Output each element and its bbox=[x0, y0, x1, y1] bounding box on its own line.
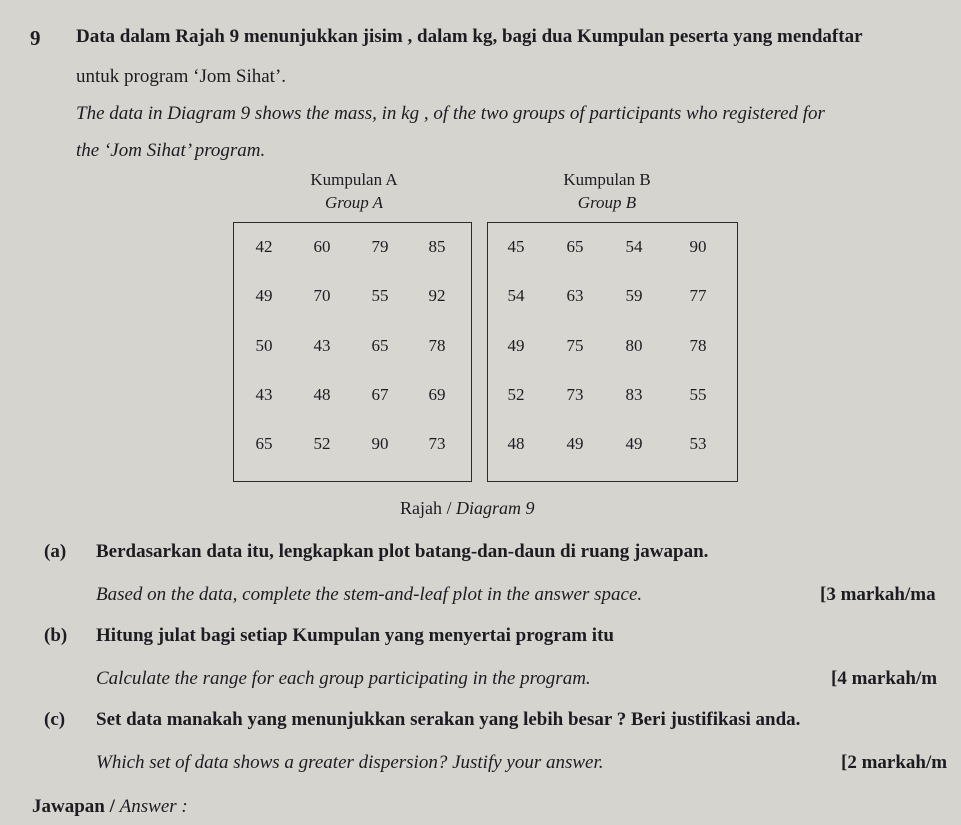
part-a-malay: Berdasarkan data itu, lengkapkan plot batang-dan-daun di ruang jawapan. bbox=[96, 541, 709, 562]
intro-malay-line-1: Data dalam Rajah 9 menunjukkan jisim , dalam kg, bagi dua Kumpulan peserta yang mendaftar bbox=[76, 26, 863, 47]
group-b-title: Kumpulan B bbox=[563, 170, 651, 189]
group-b-value: 54 bbox=[625, 237, 643, 256]
part-a-english: Based on the data, complete the stem-and-leaf plot in the answer space. bbox=[96, 584, 643, 605]
answer-label bbox=[32, 796, 188, 818]
group-b-value: 55 bbox=[689, 385, 707, 404]
group-b-value: 75 bbox=[566, 336, 584, 355]
group-a-subtitle: Group A bbox=[324, 193, 384, 212]
group-a-title: Kumpulan A bbox=[310, 170, 398, 189]
intro-english-line-1: The data in Diagram 9 shows the mass, in kg , of the two groups of participants who registered for bbox=[76, 103, 825, 124]
group-b-value: 49 bbox=[507, 336, 525, 355]
group-a-value: 85 bbox=[428, 237, 446, 256]
group-b-value: 53 bbox=[689, 434, 707, 453]
part-c-english: Which set of data shows a greater dispersion? Justify your answer. bbox=[96, 752, 604, 773]
part-a-label: (a) bbox=[44, 541, 67, 562]
diagram-caption bbox=[400, 498, 535, 519]
group-a-value: 90 bbox=[371, 434, 389, 453]
group-b-value: 54 bbox=[507, 286, 525, 305]
group-a-value: 78 bbox=[428, 336, 446, 355]
part-b-marks: [4 markah/m bbox=[831, 668, 938, 689]
group-a-value: 50 bbox=[255, 336, 273, 355]
group-a-value: 70 bbox=[313, 286, 331, 305]
group-a-value: 42 bbox=[255, 237, 273, 256]
group-b-value: 80 bbox=[625, 336, 643, 355]
group-b-value: 77 bbox=[689, 286, 707, 305]
question-number: 9 bbox=[30, 26, 41, 50]
group-a-value: 43 bbox=[255, 385, 273, 404]
group-a-value: 79 bbox=[371, 237, 389, 256]
group-b-value: 78 bbox=[689, 336, 707, 355]
group-a-value: 49 bbox=[255, 286, 273, 305]
group-a-value: 65 bbox=[255, 434, 273, 453]
answer-malay: Jawapan / bbox=[32, 796, 115, 817]
group-b-value: 48 bbox=[507, 434, 525, 453]
group-a-value: 52 bbox=[313, 434, 331, 453]
group-a-value: 48 bbox=[313, 385, 331, 404]
group-a-value: 60 bbox=[313, 237, 331, 256]
group-b-value: 59 bbox=[625, 286, 643, 305]
part-c-marks: [2 markah/m bbox=[841, 752, 948, 773]
part-b-label: (b) bbox=[44, 625, 68, 646]
group-b-subtitle: Group B bbox=[577, 193, 637, 212]
intro-malay-line-2: untuk program ‘Jom Sihat’. bbox=[76, 66, 287, 87]
part-c-label: (c) bbox=[44, 709, 66, 730]
caption-english: Diagram 9 bbox=[456, 498, 535, 518]
part-c-malay: Set data manakah yang menunjukkan serakan yang lebih besar ? Beri justifikasi anda. bbox=[96, 709, 801, 730]
group-a-value: 92 bbox=[428, 286, 446, 305]
group-a-data-table bbox=[233, 222, 472, 482]
group-a-value: 69 bbox=[428, 385, 446, 404]
part-b-english: Calculate the range for each group participating in the program. bbox=[96, 668, 591, 689]
answer-english: Answer : bbox=[119, 796, 188, 817]
group-a-value: 55 bbox=[371, 286, 389, 305]
group-b-value: 73 bbox=[566, 385, 584, 404]
group-a-value: 43 bbox=[313, 336, 331, 355]
group-a-value: 65 bbox=[371, 336, 389, 355]
group-b-value: 90 bbox=[689, 237, 707, 256]
group-b-value: 49 bbox=[625, 434, 643, 453]
group-b-value: 52 bbox=[507, 385, 525, 404]
group-a-value: 67 bbox=[371, 385, 389, 404]
group-a-value: 73 bbox=[428, 434, 446, 453]
part-a-marks: [3 markah/ma bbox=[820, 584, 936, 605]
group-b-value: 45 bbox=[507, 237, 525, 256]
group-b-value: 49 bbox=[566, 434, 584, 453]
group-b-value: 83 bbox=[625, 385, 643, 404]
group-b-value: 63 bbox=[566, 286, 584, 305]
group-b-data-table bbox=[487, 222, 738, 482]
group-b-value: 65 bbox=[566, 237, 584, 256]
caption-malay: Rajah / bbox=[400, 498, 452, 518]
part-b-malay: Hitung julat bagi setiap Kumpulan yang menyertai program itu bbox=[96, 625, 614, 646]
intro-english-line-2: the ‘Jom Sihat’ program. bbox=[76, 140, 266, 161]
